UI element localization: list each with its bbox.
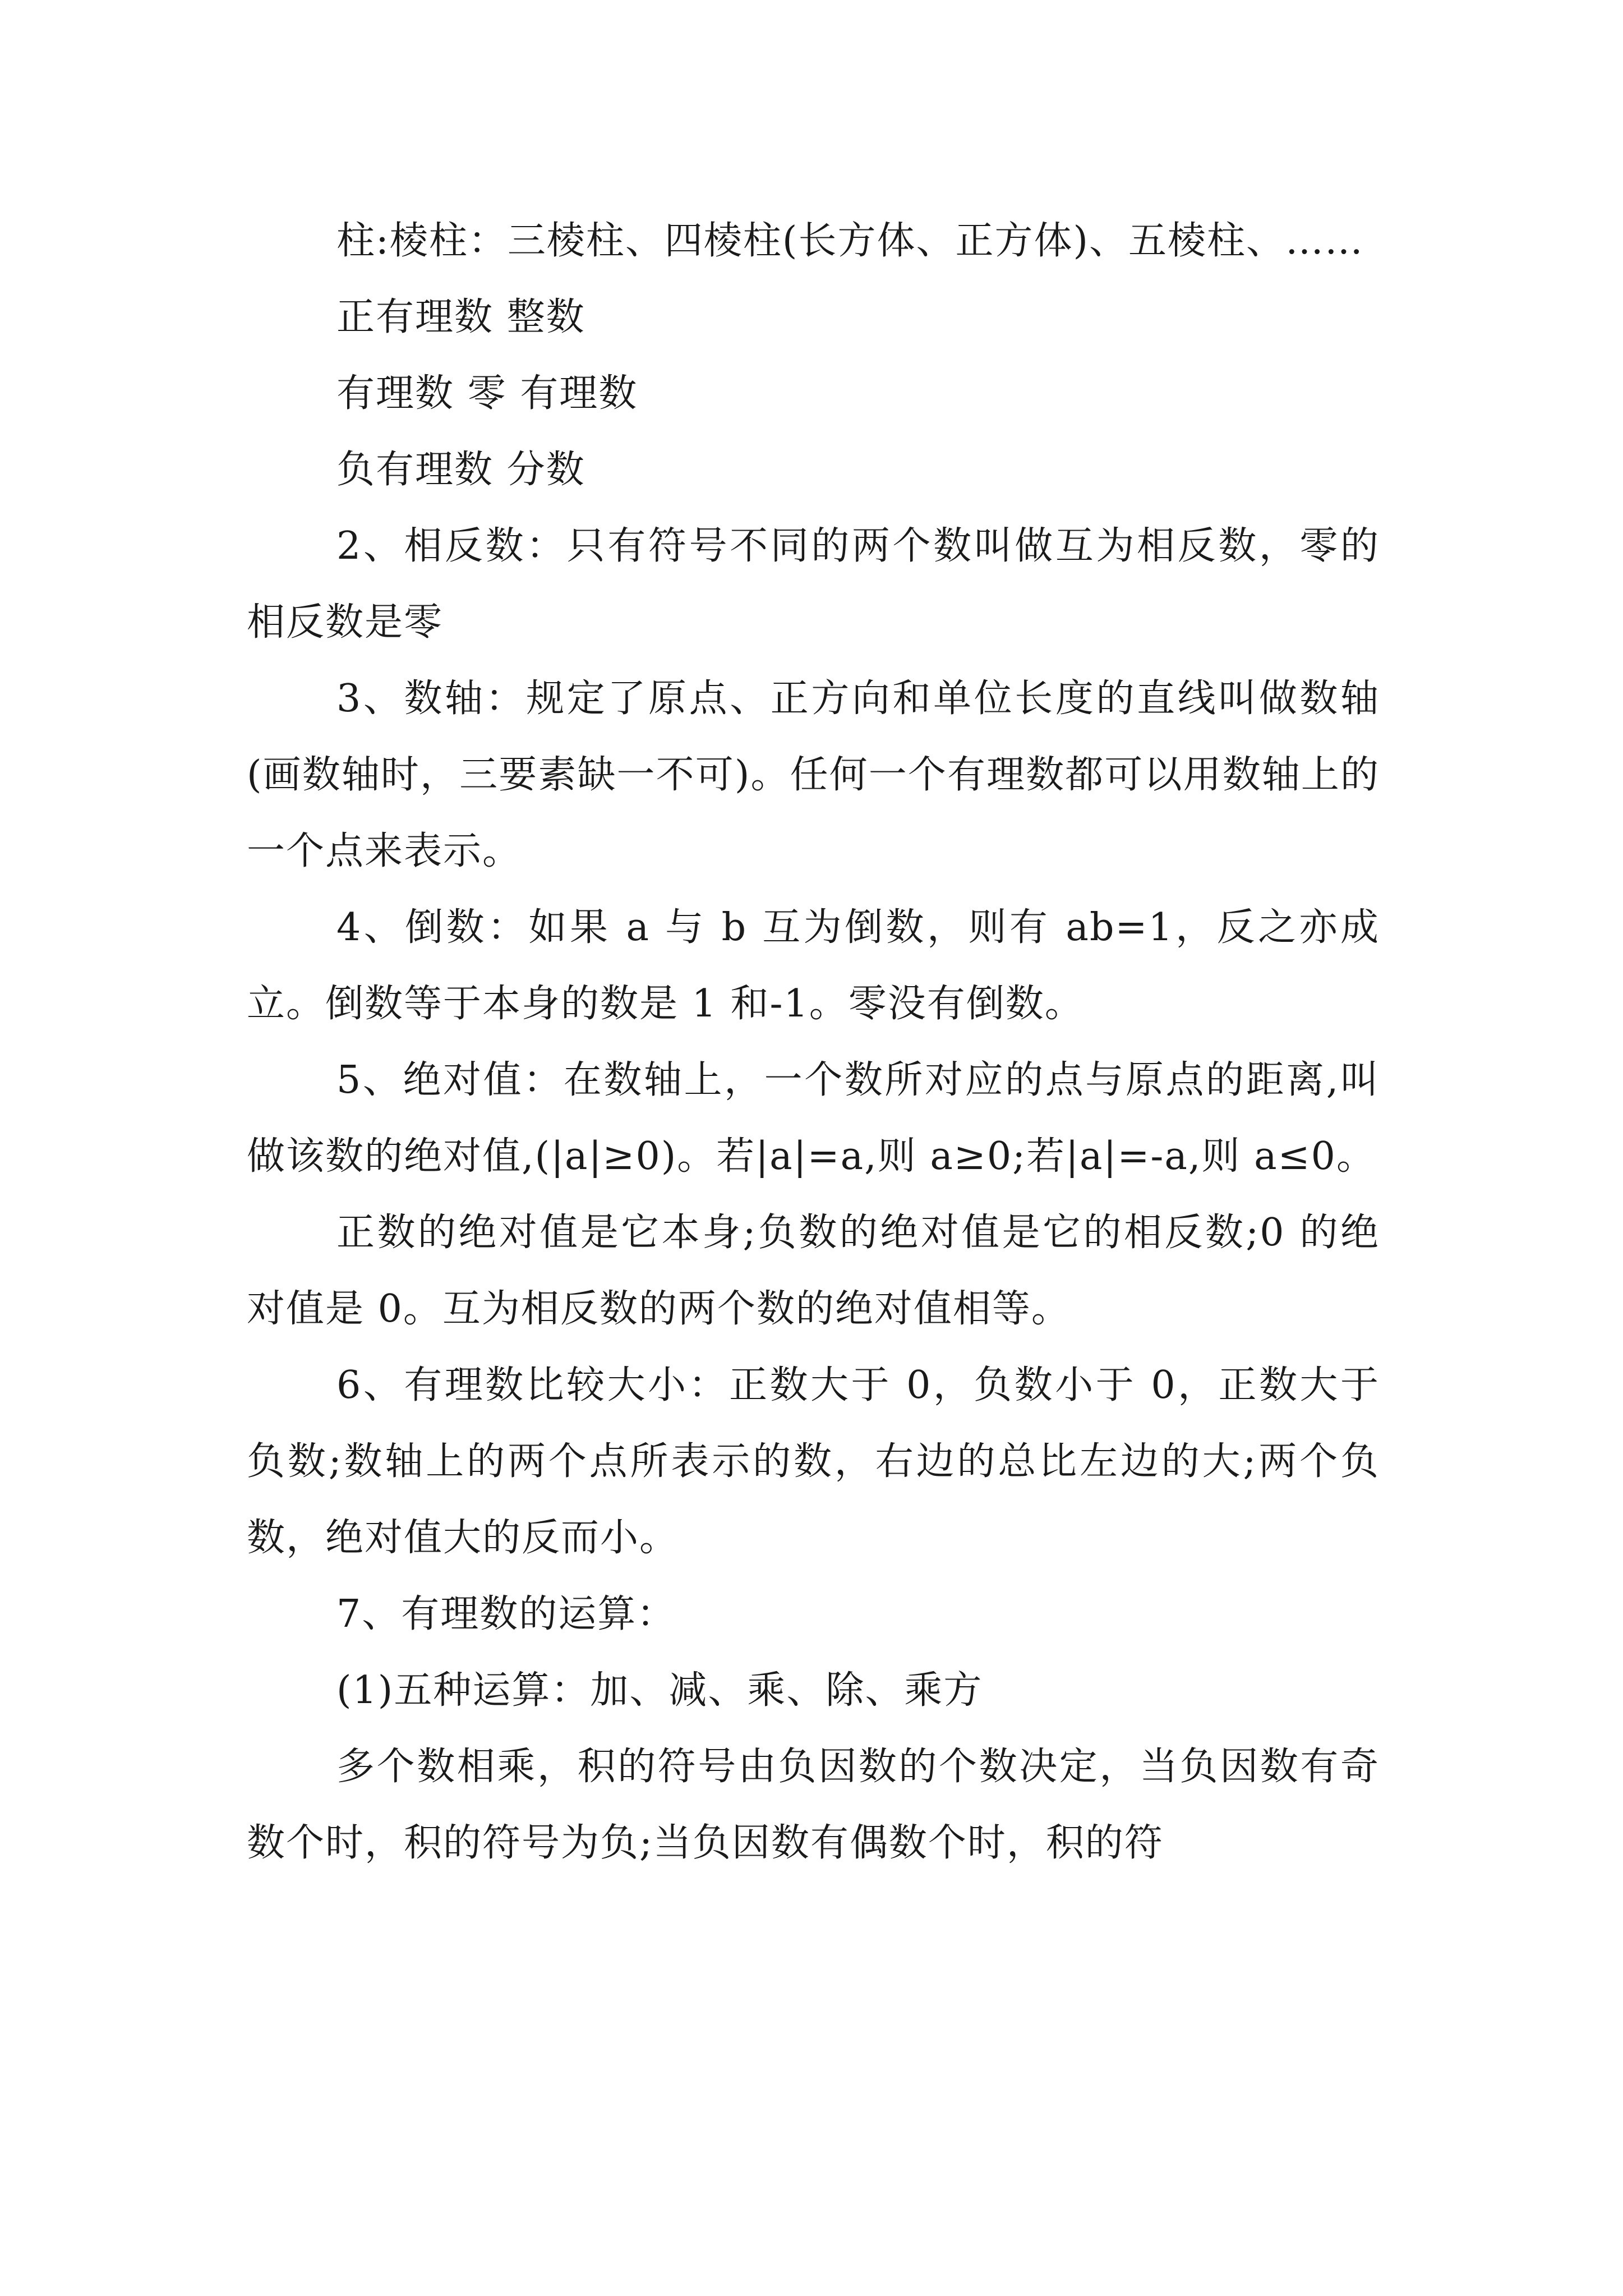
paragraph-absolute-value: 5、绝对值：在数轴上，一个数所对应的点与原点的距离,叫做该数的绝对值,(|a|≥0)。若|a|=a,则 a≥0;若|a|=-a,则 a≤0。 <box>247 1058 1380 1179</box>
paragraph-rational-operations: 7、有理数的运算： <box>336 1592 676 1636</box>
paragraph-prism-types: 柱:棱柱：三棱柱、四棱柱(长方体、正方体)、五棱柱、…… <box>336 219 1364 263</box>
document-body <box>247 203 1380 1881</box>
paragraph-five-operations: (1)五种运算：加、减、乘、除、乘方 <box>336 1668 983 1713</box>
paragraph-rational-zero: 有理数 零 有理数 <box>336 371 638 416</box>
paragraph-product-sign: 多个数相乘，积的符号由负因数的个数决定，当负因数有奇数个时，积的符号为负;当负因数有偶数个时，积的符 <box>247 1745 1380 1865</box>
paragraph-positive-rational: 正有理数 整数 <box>336 295 585 339</box>
paragraph-reciprocal: 4、倒数：如果 a 与 b 互为倒数，则有 ab=1，反之亦成立。倒数等于本身的数是 1 和-1。零没有倒数。 <box>247 905 1380 1026</box>
paragraph-absolute-value-properties: 正数的绝对值是它本身;负数的绝对值是它的相反数;0 的绝对值是 0。互为相反数的两个数的绝对值相等。 <box>247 1211 1380 1331</box>
paragraph-opposite-numbers: 2、相反数：只有符号不同的两个数叫做互为相反数，零的相反数是零 <box>247 524 1380 645</box>
paragraph-compare-rationals: 6、有理数比较大小：正数大于 0，负数小于 0，正数大于负数;数轴上的两个点所表示的数，右边的总比左边的大;两个负数，绝对值大的反而小。 <box>247 1363 1380 1560</box>
paragraph-negative-rational: 负有理数 分数 <box>336 448 585 492</box>
paragraph-number-line: 3、数轴：规定了原点、正方向和单位长度的直线叫做数轴(画数轴时，三要素缺一不可)。任何一个有理数都可以用数轴上的一个点来表示。 <box>247 677 1380 873</box>
